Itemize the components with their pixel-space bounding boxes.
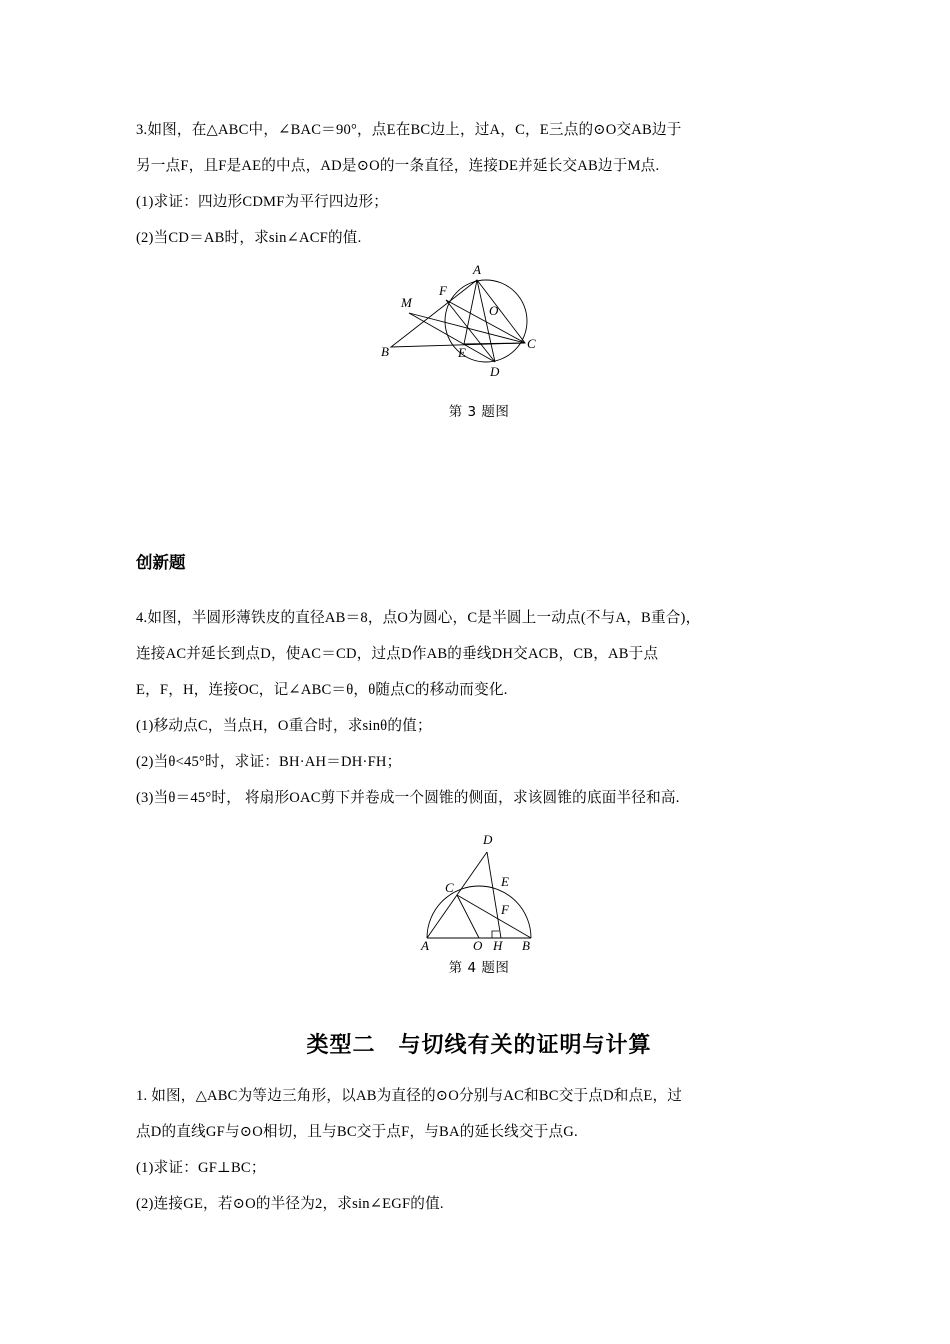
problem-3-block (136, 112, 822, 256)
figure-3-svg (369, 258, 589, 378)
problem-3-figure-caption: 第 3 题图 (448, 404, 510, 420)
problem-3-sub-2-text: (2)当CD＝AB时，求sin∠ACF的值. (136, 230, 362, 246)
problem-4-text-line-3: E，F，H，连接OC，记∠ABC＝θ，θ随点C的移动而变化. (136, 682, 508, 698)
type-2-heading (136, 1028, 822, 1059)
figure-3-label-M: M (401, 295, 412, 310)
type-2-problem-1-text-line-1: 1. 如图，△ABC为等边三角形，以AB为直径的⊙O分别与AC和BC交于点D和点E，过 (136, 1088, 683, 1104)
problem-4-text-line-2: 连接AC并延长到点D，使AC＝CD，过点D作AB的垂线DH交ACB，CB，AB于点 (136, 646, 659, 662)
problem-3-figure (136, 258, 822, 420)
figure-4-label-B: B (522, 938, 530, 950)
problem-3-sub-1 (136, 184, 822, 220)
problem-3-text-line-2: 另一点F，且F是AE的中点，AD是⊙O的一条直径，连接DE并延长交AB边于M点. (136, 158, 660, 174)
problem-3-text-line-1: 3.如图，在△ABC中，∠BAC＝90°，点E在BC边上，过A，C，E三点的⊙O交AB边于 (136, 122, 682, 138)
problem-4-figure (136, 810, 822, 976)
figure-3-label-C: C (527, 336, 536, 351)
figure-4-label-D: D (483, 832, 493, 847)
problem-4-text-line-1: 4.如图，半圆形薄铁皮的直径AB＝8，点O为圆心，C是半圆上一动点(不与A，B重合)， (136, 610, 701, 626)
problem-4-block (136, 600, 822, 816)
section-heading-innovation (136, 548, 822, 578)
section-heading-innovation-text: 创新题 (136, 553, 186, 572)
figure-3-label-B: B (381, 344, 389, 359)
problem-4-figure-caption: 第 4 题图 (448, 960, 510, 976)
type-2-problem-1-line-2 (136, 1114, 822, 1150)
problem-3-figure-canvas (136, 258, 822, 378)
type-2-problem-1-sub-1-text: (1)求证：GF⊥BC； (136, 1160, 266, 1176)
figure-4-label-F: F (501, 902, 509, 917)
problem-4-line-2 (136, 636, 822, 672)
problem-4-sub-3-text: (3)当θ＝45°时， 将扇形OAC剪下并卷成一个圆锥的侧面，求该圆锥的底面半径和高. (136, 790, 680, 806)
figure-3-label-D: D (490, 364, 500, 378)
figure-4-label-C: C (445, 880, 454, 895)
figure-4-label-H: H (493, 938, 503, 950)
type-2-problem-1-text-line-2: 点D的直线GF与⊙O相切，且与BC交于点F，与BA的延长线交于点G. (136, 1124, 578, 1140)
problem-4-figure-canvas (136, 810, 822, 950)
problem-3-sub-2 (136, 220, 822, 256)
type-2-problem-1-sub-2 (136, 1186, 822, 1222)
figure-3-label-E: E (458, 345, 466, 360)
type-2-problem-1-sub-2-text: (2)连接GE，若⊙O的半径为2，求sin∠EGF的值. (136, 1196, 444, 1212)
problem-4-sub-1-text: (1)移动点C，当点H，O重合时，求sinθ的值； (136, 718, 432, 734)
problem-3-line-2 (136, 148, 822, 184)
type-2-problem-1-line-1 (136, 1078, 822, 1114)
figure-3-label-A: A (473, 262, 481, 277)
problem-4-line-3 (136, 672, 822, 708)
figure-4-label-A: A (421, 938, 429, 950)
problem-4-line-1 (136, 600, 822, 636)
type-2-problem-1-block (136, 1078, 822, 1222)
problem-4-sub-2 (136, 744, 822, 780)
problem-4-sub-2-text: (2)当θ<45°时，求证：BH·AH＝DH·FH； (136, 754, 402, 770)
figure-3-label-F: F (439, 283, 447, 298)
figure-4-label-O: O (473, 938, 483, 950)
type-2-problem-1-sub-1 (136, 1150, 822, 1186)
type-2-heading-text: 类型二 与切线有关的证明与计算 (306, 1033, 652, 1058)
problem-3-sub-1-text: (1)求证：四边形CDMF为平行四边形； (136, 194, 389, 210)
problem-3-line-1 (136, 112, 822, 148)
figure-3-label-O: O (489, 303, 499, 318)
problem-4-sub-1 (136, 708, 822, 744)
figure-4-label-E: E (501, 874, 509, 889)
figure-4-svg (379, 810, 579, 950)
